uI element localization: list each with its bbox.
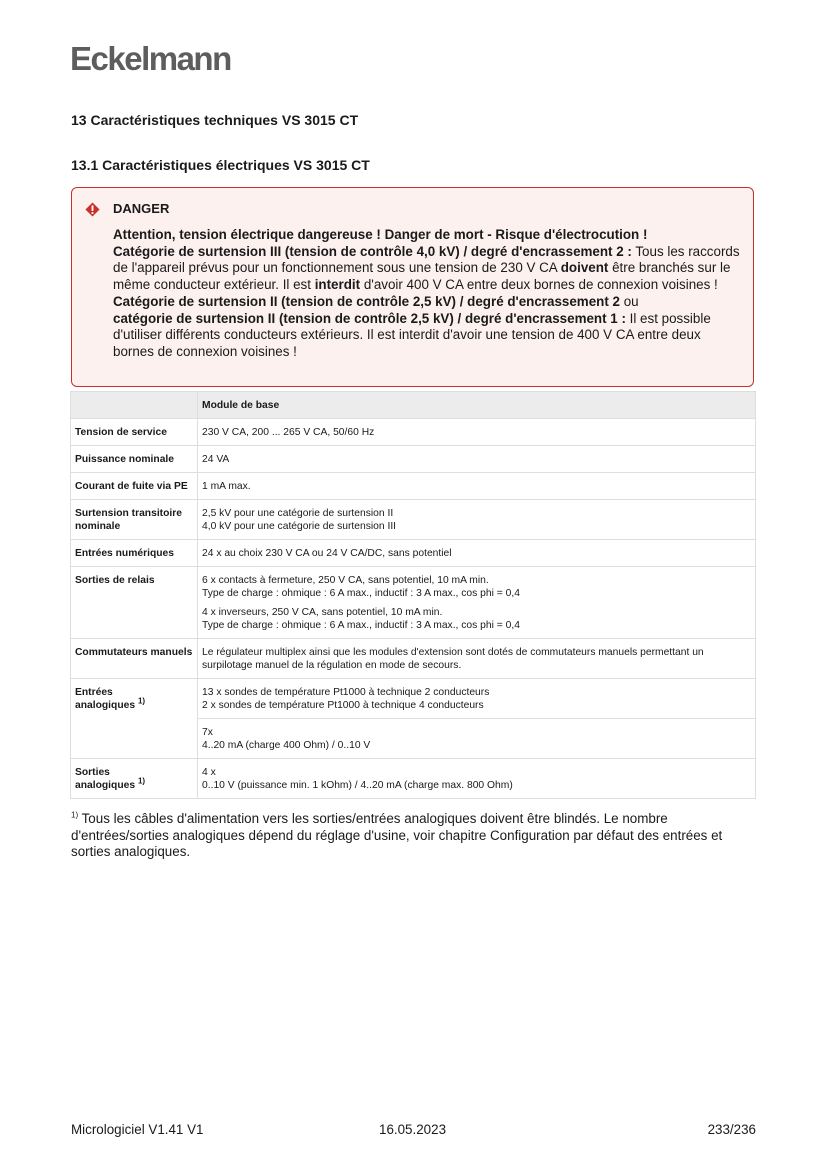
row-label: Courant de fuite via PE [71, 473, 198, 500]
table-row [71, 567, 756, 639]
row-label [71, 759, 198, 799]
danger-p3-bold: Catégorie de surtension II (tension de contrôle 2,5 kV) / degré d'encrassement 2 [113, 293, 620, 309]
row-label-part: analogiques [75, 700, 136, 711]
danger-p2-text-b: être branchés sur le même conducteur extérieur. Il est [113, 260, 731, 293]
table-header-module: Module de base [198, 392, 756, 419]
table-row [71, 473, 756, 500]
row-value-line: 2,5 kV pour une catégorie de surtension II [202, 508, 394, 519]
row-value-line: 6 x contacts à fermeture, 250 V CA, sans potentiel, 10 mA min. [202, 575, 489, 586]
danger-warning-icon [85, 202, 100, 217]
danger-p2-text-c: d'avoir 400 V CA entre deux bornes de connexion voisines ! [360, 277, 718, 293]
row-value-line: Type de charge : ohmique : 6 A max., inductif : 3 A max., cos phi = 0,4 [202, 620, 520, 631]
row-value-line: 4 x [202, 767, 216, 778]
row-value [198, 567, 756, 639]
chapter-heading: 13 Caractéristiques techniques VS 3015 CT [71, 112, 359, 128]
row-value: 1 mA max. [198, 473, 756, 500]
row-label: Sorties de relais [71, 567, 198, 639]
row-value-line: 0..10 V (puissance min. 1 kOhm) / 4..20 mA (charge max. 800 Ohm) [202, 780, 513, 791]
danger-title: DANGER [113, 201, 170, 216]
row-label-part: Sorties [75, 767, 110, 778]
row-value-line: 4..20 mA (charge 400 Ohm) / 0..10 V [202, 740, 371, 751]
footnote [71, 811, 761, 861]
danger-p3-text-a: ou [619, 293, 639, 309]
row-value-line: 4 x inverseurs, 250 V CA, sans potentiel, 10 mA min. [202, 607, 443, 618]
row-value [198, 679, 756, 719]
spec-table [70, 391, 756, 799]
table-row [71, 446, 756, 473]
section-heading: 13.1 Caractéristiques électriques VS 3015 CT [71, 157, 370, 173]
row-label-part: Entrées [75, 687, 113, 698]
row-label: Puissance nominale [71, 446, 198, 473]
danger-p2-bold3: interdit [314, 277, 361, 293]
footer-date: 16.05.2023 [379, 1122, 447, 1137]
row-value: Le régulateur multiplex ainsi que les modules d'extension sont dotés de commutateurs manuels permettant un surpilotage manuel de la régulation en mode de secours. [198, 639, 756, 679]
table-row [71, 759, 756, 799]
danger-p3-text-b: Il est possible d'utiliser différents conducteurs extérieurs. Il est interdit d'avoir une tension de 400 V CA entre deux bornes de connexion voisines ! [113, 310, 711, 359]
row-value [198, 500, 756, 540]
row-value [198, 759, 756, 799]
table-row [71, 679, 756, 719]
danger-p3-bold2: catégorie de surtension II (tension de contrôle 2,5 kV) / degré d'encrassement 1 : [113, 310, 626, 326]
danger-notice [71, 187, 754, 387]
table-row [71, 540, 756, 567]
row-label: Tension de service [71, 419, 198, 446]
table-row [71, 639, 756, 679]
footer-page-number: 233/236 [707, 1122, 756, 1137]
row-value [198, 719, 756, 759]
row-label: Entrées numériques [71, 540, 198, 567]
row-value: 230 V CA, 200 ... 265 V CA, 50/60 Hz [198, 419, 756, 446]
row-value-line: 2 x sondes de température Pt1000 à technique 4 conducteurs [202, 700, 484, 711]
footer-firmware: Micrologiciel V1.41 V1 [71, 1122, 204, 1137]
footnote-ref: 1) [137, 776, 146, 786]
footnote-marker: 1) [71, 810, 79, 820]
row-value-line: Type de charge : ohmique : 6 A max., inductif : 3 A max., cos phi = 0,4 [202, 588, 520, 599]
row-value-line: 13 x sondes de température Pt1000 à technique 2 conducteurs [202, 687, 490, 698]
table-header-row [71, 392, 756, 419]
row-value-line: 4,0 kV pour une catégorie de surtension III [202, 521, 397, 532]
row-value-line: 7x [202, 727, 213, 738]
row-value: 24 VA [198, 446, 756, 473]
danger-p2-text-a: Tous les raccords de l'appareil prévus pour un fonctionnement sous une tension de 230 V CA [113, 243, 740, 276]
row-label: Commutateurs manuels [71, 639, 198, 679]
footnote-ref: 1) [137, 696, 146, 706]
row-label: Surtension transitoire nominale [71, 500, 198, 540]
danger-p2-bold2: doivent [560, 260, 609, 276]
table-row [71, 419, 756, 446]
row-label-part: analogiques [75, 780, 136, 791]
danger-text [113, 227, 743, 361]
footnote-text: Tous les câbles d'alimentation vers les sorties/entrées analogiques doivent être blindés. Le nombre d'entrées/sorties analogiques dépend du réglage d'usine, voir chapitre Configuration par défaut des entrées et sorties analogiques. [71, 811, 723, 860]
row-label [71, 679, 198, 759]
danger-line-1: Attention, tension électrique dangereuse ! Danger de mort - Risque d'électrocution ! [113, 227, 648, 242]
table-header-empty [71, 392, 198, 419]
danger-p2-bold: Catégorie de surtension III (tension de contrôle 4,0 kV) / degré d'encrassement 2 : [113, 243, 632, 259]
row-value: 24 x au choix 230 V CA ou 24 V CA/DC, sans potentiel [198, 540, 756, 567]
table-row [71, 500, 756, 540]
brand-logo: Eckelmann [70, 40, 231, 77]
